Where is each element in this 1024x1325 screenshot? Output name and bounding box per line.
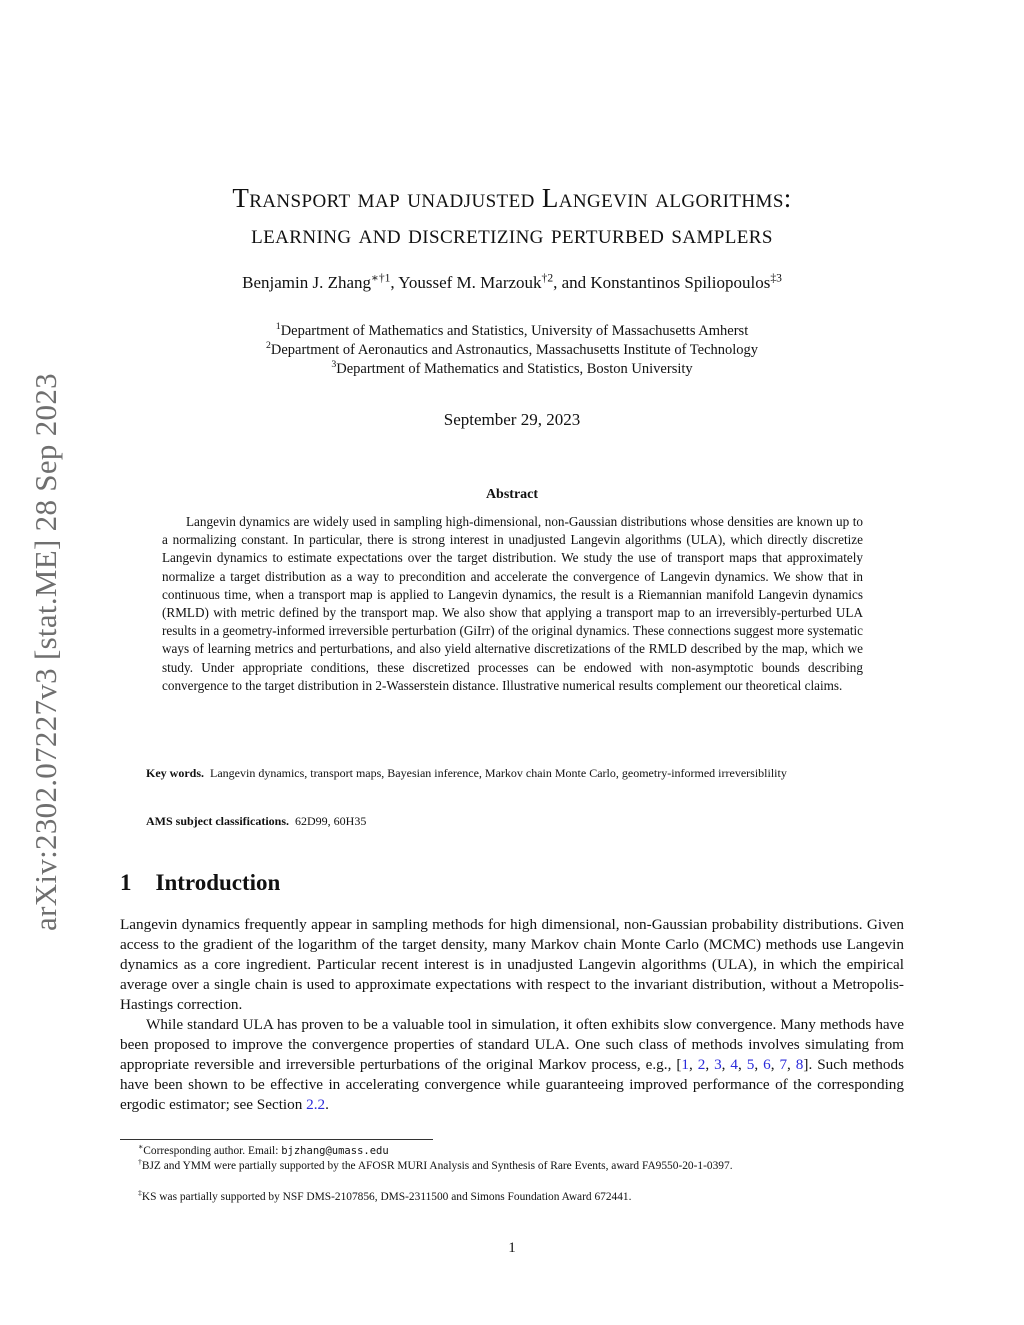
affiliation (120, 341, 904, 360)
page-number: 1 (508, 1240, 516, 1256)
title-line-1: Transport map unadjusted Langevin algorithms: (232, 183, 792, 213)
affiliation-text: Department of Aeronautics and Astronautics, Massachusetts Institute of Technology (270, 342, 759, 358)
citation-link[interactable]: 4 (730, 1056, 739, 1074)
citation-link[interactable]: 8 (795, 1056, 804, 1074)
citation-link[interactable]: 5 (746, 1056, 755, 1074)
email-link[interactable]: bjzhang@umass.edu (281, 1145, 389, 1157)
author-separator: , and (553, 273, 591, 292)
keywords-text: Langevin dynamics, transport maps, Bayesian inference, Markov chain Monte Carlo, geometry-informed irreversiblility (210, 766, 787, 780)
body-paragraph: While standard ULA has proven to be a valuable tool in simulation, it often exhibits slow convergence. Many methods have been proposed to improve the convergence properties of standard ULA. One such class of methods involves simulating from appropriate reversible and irreversible perturbations of the original Markov process, e.g., [1, 2, 3, 4, 5, 6, 7, 8]. Such methods have been shown to be effective in accelerating convergence while guaranteeing improved performance of the corresponding ergodic estimator; see Section 2.2. (120, 1016, 904, 1114)
affiliation (120, 360, 904, 379)
paragraph-text: ]. Such methods have been shown to be effective in accelerating convergence while guaranteeing improved performance of the corresponding ergodic estimator; see Section (120, 1056, 904, 1114)
author-name: Benjamin J. Zhang (242, 273, 372, 292)
footnote-mark: † (138, 1157, 142, 1167)
author-marks: ∗†1 (371, 271, 391, 285)
footnote-rule (120, 1139, 433, 1140)
section-title: Introduction (155, 870, 281, 895)
affiliations (120, 322, 904, 379)
affiliation-mark: 2 (265, 340, 271, 352)
affiliation-text: Department of Mathematics and Statistics, University of Massachusetts Amherst (280, 323, 749, 339)
citation-link[interactable]: 3 (714, 1056, 722, 1074)
paper-title (120, 180, 904, 252)
footnote-mark: ‡ (138, 1188, 142, 1198)
keywords (120, 765, 904, 781)
keywords-label: Key words. (146, 766, 204, 780)
citation-link[interactable]: 2 (697, 1056, 706, 1074)
ams-label: AMS subject classifications. (146, 814, 289, 828)
author-name: Konstantinos Spiliopoulos (590, 273, 771, 292)
citation-link[interactable]: 6 (763, 1056, 771, 1074)
author-name: Youssef M. Marzouk (398, 273, 542, 292)
footnote (120, 1159, 904, 1174)
ams-classification (146, 814, 366, 829)
paragraph-text: . (325, 1096, 329, 1114)
publication-date: September 29, 2023 (443, 410, 581, 429)
arxiv-identifier: arXiv:2302.07227v3 [stat.ME] 28 Sep 2023 (28, 373, 63, 931)
footnote-mark: ∗ (138, 1142, 144, 1152)
author-separator: , (390, 273, 399, 292)
body-paragraph: Langevin dynamics frequently appear in sampling methods for high dimensional, non-Gaussian probability distributions. Given access to the gradient of the logarithm of the target density, many Markov chain Monte Carlo (MCMC) methods use Langevin dynamics as a core ingredient. Particular recent interest is in unadjusted Langevin algorithms (ULA), in which the empirical average over a single chain is used to approximate expectations with respect to the invariant distribution, without a Metropolis-Hastings correction. (120, 916, 904, 1014)
abstract-heading: Abstract (485, 487, 539, 502)
title-line-2: learning and discretizing perturbed samplers (251, 219, 773, 249)
paragraph-text: While standard ULA has proven to be a valuable tool in simulation, it often exhibits slow convergence. Many methods have been proposed to improve the convergence properties of standard ULA. One such class of methods involves simulating from appropriate reversible and irreversible perturbations of the original Markov process, e.g., [ (120, 1016, 904, 1074)
author-list (120, 273, 904, 293)
footnote-text: Corresponding author. Email: (143, 1145, 282, 1157)
section-number: 1 (120, 870, 132, 895)
citation-link[interactable]: 1 (681, 1056, 689, 1074)
footnote-text: KS was partially supported by NSF DMS-2107856, DMS-2311500 and Simons Foundation Award 672441. (141, 1191, 632, 1203)
section-ref-link[interactable]: 2.2 (306, 1096, 326, 1114)
author-marks: ‡3 (770, 271, 782, 285)
footnote (120, 1144, 904, 1159)
author-marks: †2 (541, 271, 554, 285)
footnote (120, 1190, 904, 1205)
abstract-text: Langevin dynamics are widely used in sampling high-dimensional, non-Gaussian distributions whose densities are known up to a normalizing constant. In particular, there is strong interest in unadjusted Langevin algorithms (ULA), which directly discretize Langevin dynamics to estimate expectations over the target distribution. We study the use of transport maps that approximately normalize a target distribution as a way to precondition and accelerate the convergence of Langevin dynamics. We show that in continuous time, when a transport map is applied to Langevin dynamics, the result is a Riemannian manifold Langevin dynamics (RMLD) with metric defined by the transport map. We also show that applying a transport map to an irreversibly-perturbed ULA results in a geometry-informed irreversible perturbation (GiIrr) of the original dynamics. These connections suggest more systematic ways of learning metrics and perturbations, and also yield alternative discretizations of the RMLD described by the map, which we study. Under appropriate conditions, these discretized processes can be endowed with non-asymptotic bounds describing convergence to the target distribution in 2-Wasserstein distance. Illustrative numerical results complement our theoretical claims. (162, 514, 863, 693)
affiliation (120, 322, 904, 341)
ams-text: 62D99, 60H35 (295, 814, 367, 828)
affiliation-text: Department of Mathematics and Statistics, Boston University (336, 361, 693, 377)
affiliation-mark: 1 (275, 321, 281, 333)
section-heading (120, 870, 280, 896)
footnote-text: BJZ and YMM were partially supported by the AFOSR MURI Analysis and Synthesis of Rare Events, award FA9550-20-1-0397. (141, 1160, 733, 1172)
citation-link[interactable]: 7 (779, 1056, 788, 1074)
affiliation-mark: 3 (331, 359, 337, 371)
